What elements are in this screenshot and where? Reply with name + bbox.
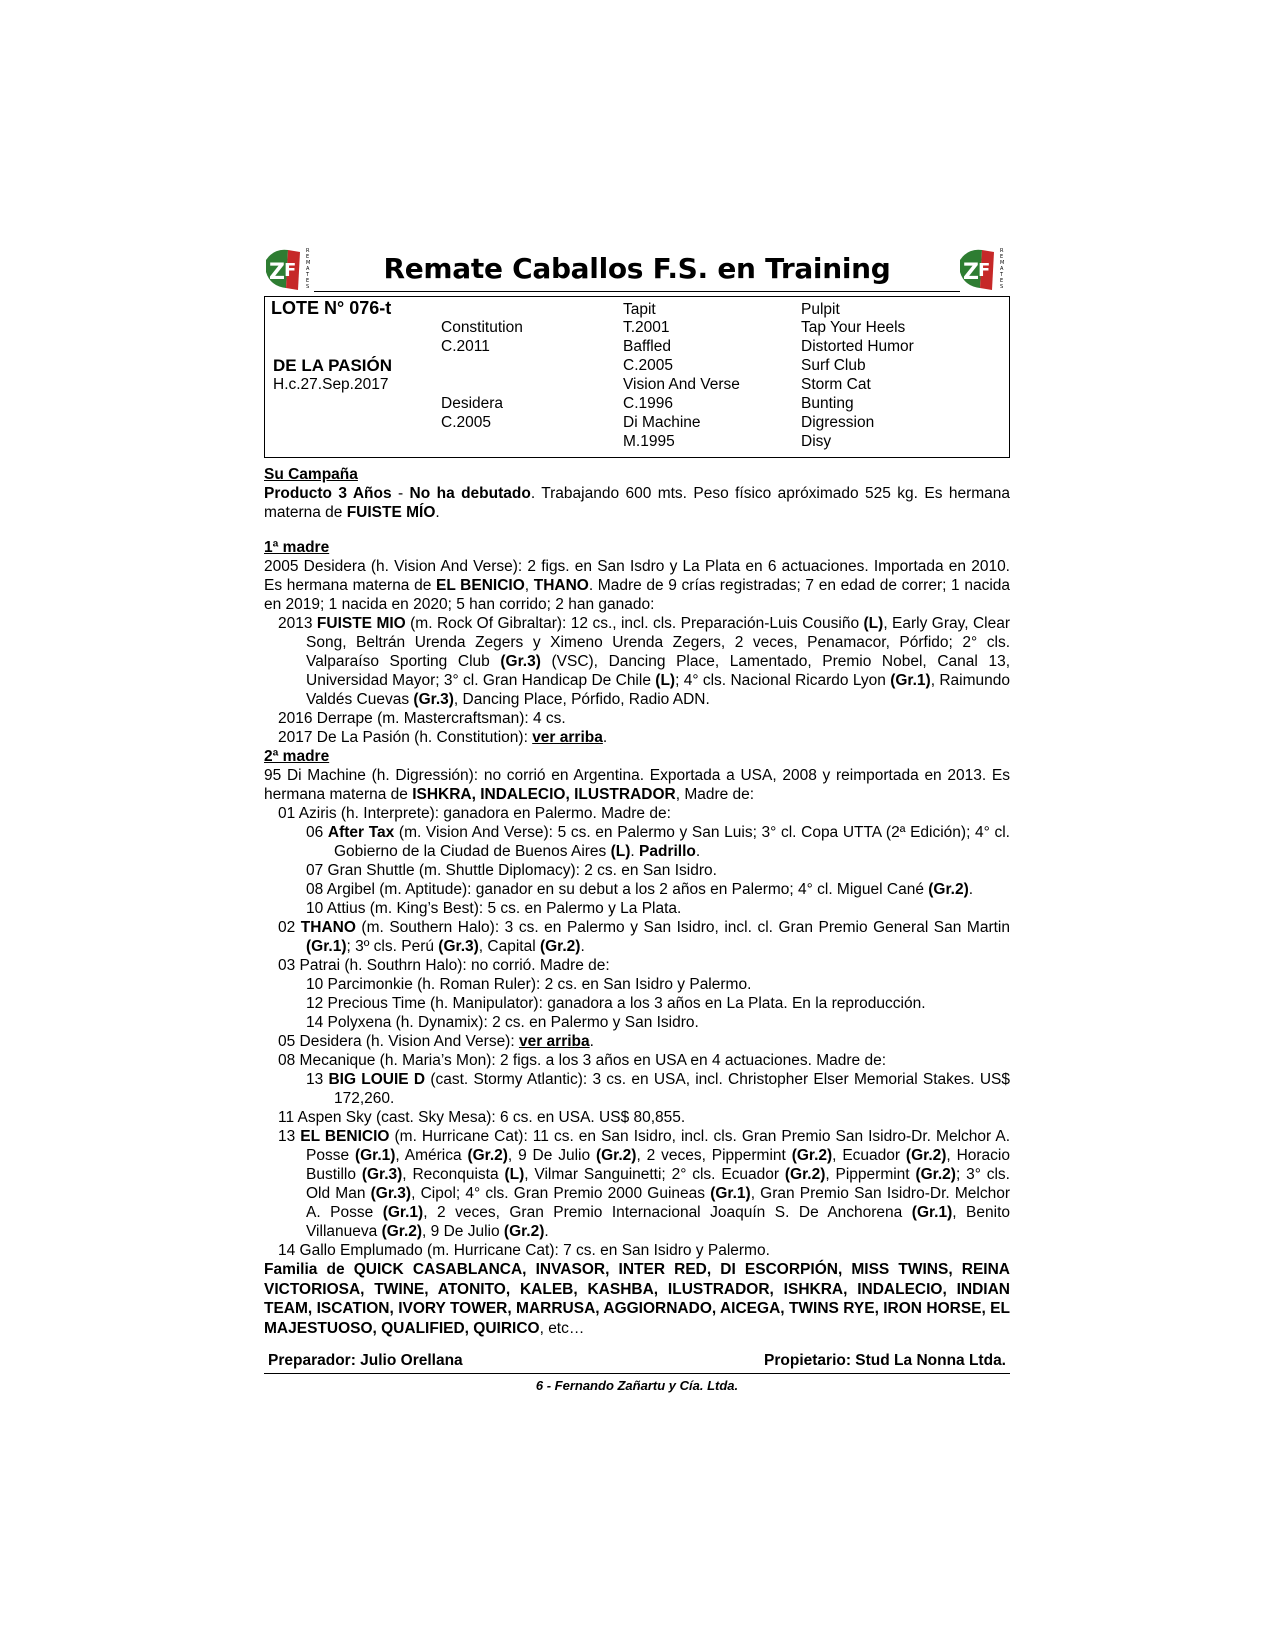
produce-entry: 07 Gran Shuttle (m. Shuttle Diplomacy): 2 cs. en San Isidro.: [306, 862, 717, 879]
ped-g2: Vision And Verse: [623, 376, 740, 393]
produce-entry: 10 Parcimonkie (h. Roman Ruler): 2 cs. en San Isidro y Palermo.: [306, 976, 752, 993]
ped-g2: T.2001: [623, 319, 670, 336]
ped-g2: Baffled: [623, 338, 671, 355]
lote-number: LOTE N° 076-t: [271, 298, 392, 318]
produce-entry: 05 Desidera (h. Vision And Verse): ver arriba.: [278, 1033, 594, 1050]
horse-name: DE LA PASIÓN: [273, 356, 393, 375]
produce-entry: 14 Polyxena (h. Dynamix): 2 cs. en Palermo y San Isidro.: [306, 1014, 699, 1031]
ped-g3: Tap Your Heels: [801, 319, 906, 336]
svg-text:E: E: [1000, 254, 1004, 260]
campaign-heading: Su Campaña: [264, 466, 358, 483]
remates-logo-right: [958, 246, 1010, 292]
footer-row: [264, 1352, 1010, 1370]
svg-text:E: E: [306, 278, 310, 284]
page-title: Remate Caballos F.S. en Training: [383, 252, 891, 285]
produce-entry: 13 BIG LOUIE D (cast. Stormy Atlantic): 3 cs. en USA, incl. Christopher Elser Memorial Stakes. US$ 172,260.: [306, 1071, 1010, 1107]
dam-year: C.2005: [441, 414, 491, 431]
catalog-body: [264, 465, 1010, 1338]
madre1-heading: 1ª madre: [264, 539, 330, 556]
madre1-text: 2005 Desidera (h. Vision And Verse): 2 figs. en San Isdro y La Plata en 6 actuaciones. Importada en 2010. Es hermana materna de EL BENICIO, THANO. Madre de 9 crías registradas; 7 en edad de correr; 1 nacida en 2019; 1 nacida en 2020; 5 han corrido; 2 han ganado:: [264, 558, 1011, 613]
madre2-text: 95 Di Machine (h. Digressión): no corrió en Argentina. Exportada a USA, 2008 y reimportada en 2013. Es hermana materna de ISHKRA, INDALECIO, ILUSTRADOR, Madre de:: [264, 767, 1010, 803]
produce-entry: 13 EL BENICIO (m. Hurricane Cat): 11 cs. en San Isidro, incl. cls. Gran Premio San Isidro-Dr. Melchor A. Posse (Gr.1), América (Gr.2), 9 De Julio (Gr.2), 2 veces, Pippermint (Gr.2), Ecuador (Gr.2), Horacio Bustillo (Gr.3), Reconquista (L), Vilmar Sanguinetti; 2° cls. Ecuador (Gr.2), Pippermint (Gr.2); 3° cls. Old Man (Gr.3), Cipol; 4° cls. Gran Premio 2000 Guineas (Gr.1), Gran Premio San Isidro-Dr. Melchor A. Posse (Gr.1), 2 veces, Gran Premio Internacional Joaquín S. De Anchorena (Gr.1), Benito Villanueva (Gr.2), 9 De Julio (Gr.2).: [278, 1128, 1011, 1240]
svg-text:M: M: [1000, 260, 1005, 266]
svg-text:F: F: [978, 260, 991, 281]
svg-text:F: F: [284, 260, 297, 281]
produce-entry: 12 Precious Time (h. Manipulator): ganadora a los 3 años en La Plata. En la reproducción.: [306, 995, 926, 1012]
ped-g2: Tapit: [623, 301, 656, 318]
produce-entry: 08 Mecanique (h. Maria’s Mon): 2 figs. a los 3 años en USA en 4 actuaciones. Madre de:: [278, 1052, 886, 1069]
svg-text:E: E: [306, 254, 310, 260]
produce-entry: 11 Aspen Sky (cast. Sky Mesa): 6 cs. en USA. US$ 80,855.: [278, 1109, 686, 1126]
ped-g3: Surf Club: [801, 357, 866, 374]
ped-g3: Storm Cat: [801, 376, 871, 393]
ped-g2: C.2005: [623, 357, 673, 374]
svg-text:S: S: [306, 284, 310, 290]
produce-entry: 2013 FUISTE MIO (m. Rock Of Gibraltar): 12 cs., incl. cls. Preparación-Luis Cousiño (L), Early Gray, Clear Song, Beltrán Urenda Zegers y Ximeno Urenda Zegers, 2 veces, Penamacor, Pórfido; 2° cls. Valparaíso Sporting Club (Gr.3) (VSC), Dancing Place, Lamentado, Premio Nobel, Canal 13, Universidad Mayor; 3° cl. Gran Handicap De Chile (L); 4° cls. Nacional Ricardo Lyon (Gr.1), Raimundo Valdés Cuevas (Gr.3), Dancing Place, Pórfido, Radio ADN.: [278, 615, 1010, 708]
ped-g2: M.1995: [623, 433, 675, 450]
ped-g3: Pulpit: [801, 301, 840, 318]
svg-text:R: R: [306, 248, 310, 254]
svg-text:M: M: [306, 260, 311, 266]
ped-g2: Di Machine: [623, 414, 701, 431]
ped-g3: Bunting: [801, 395, 854, 412]
ped-g2: C.1996: [623, 395, 673, 412]
page-number: 6 - Fernando Zañartu y Cía. Ltda.: [535, 1378, 739, 1393]
produce-entry: 03 Patrai (h. Southrn Halo): no corrió. Madre de:: [278, 957, 610, 974]
sire-name: Constitution: [441, 319, 523, 336]
catalog-page: [264, 246, 1010, 1393]
campaign-text: Producto 3 Años - No ha debutado. Trabajando 600 mts. Peso físico apróximado 525 kg. Es hermana materna de FUISTE MÍO.: [264, 485, 1011, 521]
trainer-label: Preparador: Julio Orellana: [268, 1352, 463, 1369]
produce-entry: 08 Argibel (m. Aptitude): ganador en su debut a los 2 años en Palermo; 4° cl. Miguel Cané (Gr.2).: [306, 881, 974, 898]
ped-g3: Disy: [801, 433, 832, 450]
ped-g3: Digression: [801, 414, 875, 431]
svg-text:T: T: [1000, 272, 1004, 278]
produce-entry: 02 THANO (m. Southern Halo): 3 cs. en Palermo y San Isidro, incl. cl. Gran Premio General San Martin (Gr.1); 3º cls. Perú (Gr.3), Capital (Gr.2).: [278, 919, 1010, 955]
title-rule: [314, 291, 960, 292]
page-header: [264, 246, 1010, 292]
produce-entry: 10 Attius (m. King’s Best): 5 cs. en Palermo y La Plata.: [306, 900, 682, 917]
produce-entry: 01 Aziris (h. Interprete): ganadora en Palermo. Madre de:: [278, 805, 671, 822]
svg-text:R: R: [1000, 248, 1004, 254]
dam-name: Desidera: [441, 395, 504, 412]
produce-entry: 14 Gallo Emplumado (m. Hurricane Cat): 7 cs. en San Isidro y Palermo.: [278, 1242, 770, 1259]
owner-label: Propietario: Stud La Nonna Ltda.: [764, 1352, 1006, 1369]
svg-text:S: S: [1000, 284, 1004, 290]
produce-entry: 2017 De La Pasión (h. Constitution): ver arriba.: [278, 729, 608, 746]
footer-rule: [264, 1373, 1010, 1374]
produce-entry: 06 After Tax (m. Vision And Verse): 5 cs. en Palermo y San Luis; 3° cl. Copa UTTA (2ª Edición); 4° cl. Gobierno de la Ciudad de Buenos Aires (L). Padrillo.: [306, 824, 1010, 860]
produce-entry: 2016 Derrape (m. Mastercraftsman): 4 cs.: [278, 710, 566, 727]
svg-text:A: A: [1000, 266, 1004, 272]
svg-text:Z: Z: [963, 260, 979, 285]
svg-text:T: T: [306, 272, 310, 278]
horse-info: H.c.27.Sep.2017: [273, 376, 389, 393]
family-text: Familia de QUICK CASABLANCA, INVASOR, INTER RED, DI ESCORPIÓN, MISS TWINS, REINA VICTORIOSA, TWINE, ATONITO, KALEB, KASHBA, ILUSTRADOR, ISHKRA, INDALECIO, INDIAN TEAM, ISCATION, IVORY TOWER, MARRUSA, AGGIORNADO, AICEGA, TWINS RYE, IRON HORSE, EL MAJESTUOSO, QUALIFIED, QUIRICO, etc…: [264, 1261, 1010, 1337]
sire-year: C.2011: [441, 338, 490, 355]
pedigree-box: [264, 296, 1010, 458]
svg-text:E: E: [1000, 278, 1004, 284]
ped-g3: Distorted Humor: [801, 338, 914, 355]
remates-logo-left: [264, 246, 316, 292]
svg-text:A: A: [306, 266, 310, 272]
svg-text:Z: Z: [269, 260, 285, 285]
madre2-heading: 2ª madre: [264, 748, 330, 765]
